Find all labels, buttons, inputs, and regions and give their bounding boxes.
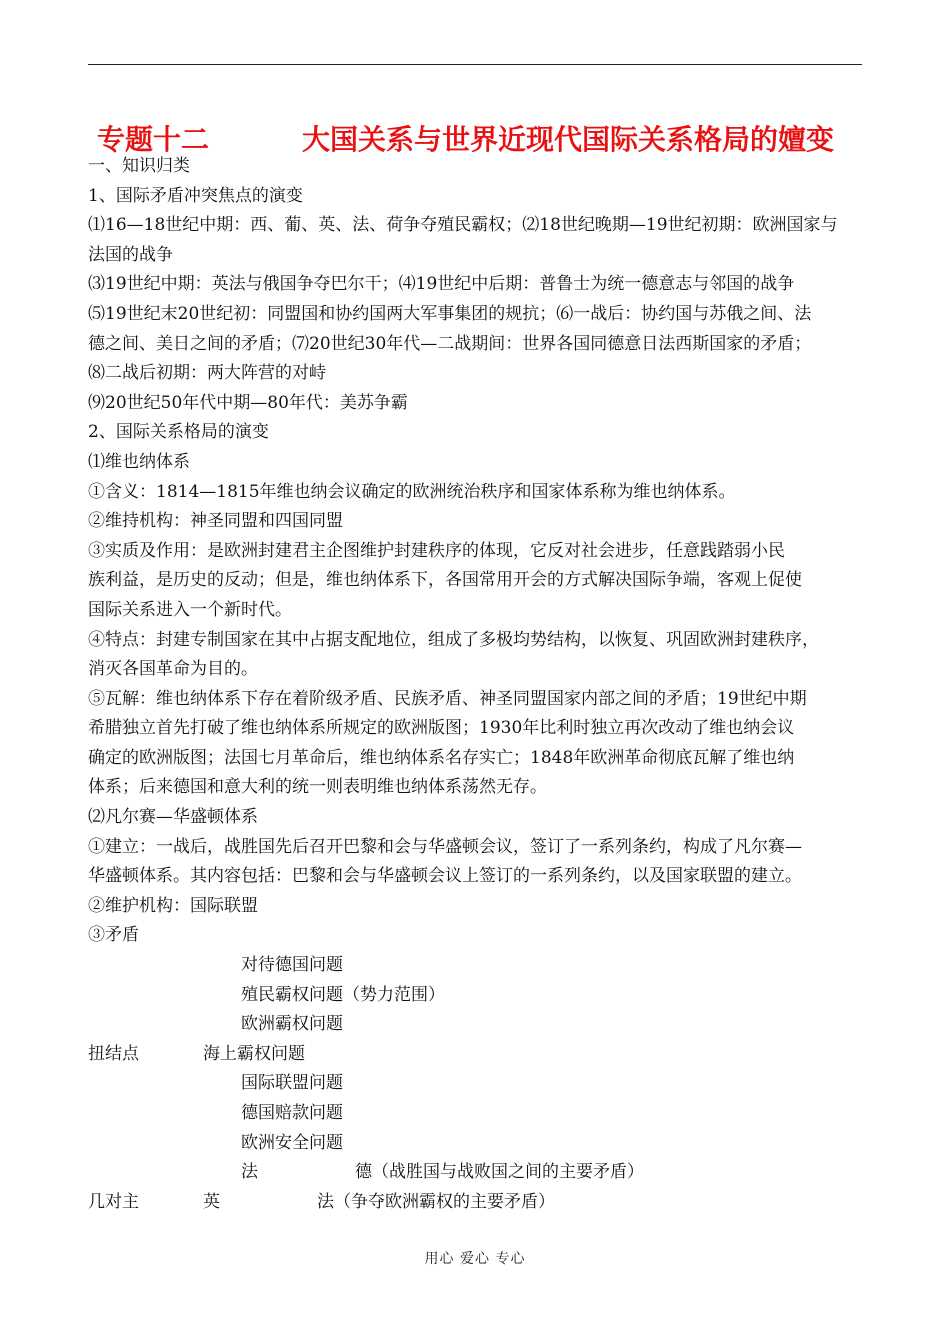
- title-topic-number: 专题十二: [97, 123, 210, 156]
- paragraph-line: ⑤瓦解：维也纳体系下存在着阶级矛盾、民族矛盾、神圣同盟国家内部之间的矛盾；19世纪中期: [88, 688, 807, 709]
- paragraph-line: ②维护机构：国际联盟: [88, 895, 258, 916]
- diagram-item: 欧洲霸权问题: [241, 1014, 343, 1035]
- title-topic-name: 大国关系与世界近现代国际关系格局的嬗变: [302, 123, 835, 156]
- diagram-item: 对待德国问题: [241, 955, 343, 976]
- paragraph-line: 国际关系进入一个新时代。: [88, 599, 292, 620]
- paragraph-line: ③矛盾: [88, 925, 139, 946]
- contradiction-item: [88, 1069, 868, 1099]
- country-france: 法: [241, 1162, 258, 1183]
- page-footer: 用心 爱心 专心: [424, 1251, 526, 1267]
- diagram-item: 国际联盟问题: [241, 1073, 343, 1094]
- contradiction-item: [88, 981, 868, 1011]
- subsection-heading: 1、国际矛盾冲突焦点的演变: [88, 185, 303, 206]
- paragraph-line: 希腊独立首先打破了维也纳体系所规定的欧洲版图；1930年比利时独立再次改动了维也纳会议: [88, 718, 795, 739]
- contradiction-item: [88, 951, 868, 981]
- paragraph-line: ⑸19世纪末20世纪初：同盟国和协约国两大军事集团的规抗；⑹一战后：协约国与苏俄之间、法: [88, 303, 812, 324]
- contradiction-item: [88, 1129, 868, 1159]
- major-contradiction-row: [88, 1188, 868, 1218]
- paragraph-line: 华盛顿体系。其内容包括：巴黎和会与华盛顿会议上签订的一系列条约，以及国家联盟的建立。: [88, 866, 802, 887]
- paragraph-line: 德之间、美日之间的矛盾；⑺20世纪30年代—二战期间：世界各国同德意日法西斯国家的矛盾；: [88, 333, 812, 354]
- diagram-item: 殖民霸权问题（势力范围）: [241, 984, 445, 1005]
- contradiction-description: 德（战胜国与战败国之间的主要矛盾）: [355, 1162, 644, 1183]
- paragraph-line: ⑼20世纪50年代中期—80年代：美苏争霸: [88, 392, 408, 413]
- paragraph-line: ③实质及作用：是欧洲封建君主企图维护封建秩序的体现，它反对社会进步，任意践踏弱小民: [88, 540, 785, 561]
- contradiction-description: 法（争夺欧洲霸权的主要矛盾）: [317, 1191, 555, 1212]
- contradiction-item: [88, 1010, 868, 1040]
- country-britain: 英: [203, 1191, 220, 1212]
- major-contradiction-row: [88, 1158, 868, 1188]
- subsection-heading: 2、国际关系格局的演变: [88, 422, 269, 443]
- diagram-item: 德国赔款问题: [241, 1103, 343, 1123]
- paragraph-line: ⑴16—18世纪中期：西、葡、英、法、荷争夺殖民霸权；⑵18世纪晚期—19世纪初期：欧洲国家与: [88, 215, 838, 236]
- subheading-vienna-system: ⑴维也纳体系: [88, 451, 190, 472]
- header-rule: [88, 64, 862, 65]
- document-body: [88, 152, 868, 1217]
- paragraph-line: ①建立：一战后，战胜国先后召开巴黎和会与华盛顿会议，签订了一系列条约，构成了凡尔赛—: [88, 836, 802, 857]
- knot-point-label: 扭结点: [88, 1043, 139, 1064]
- contradiction-item: [88, 1099, 868, 1129]
- paragraph-line: 体系；后来德国和意大利的统一则表明维也纳体系荡然无存。: [88, 777, 547, 798]
- subheading-versailles-washington: ⑵凡尔赛—华盛顿体系: [88, 807, 258, 828]
- paragraph-line: ④特点：封建专制国家在其中占据支配地位，组成了多极均势结构，以恢复、巩固欧洲封建秩序，: [88, 629, 819, 650]
- paragraph-line: ⑶19世纪中期：英法与俄国争夺巴尔干；⑷19世纪中后期：普鲁士为统一德意志与邻国的战争: [88, 274, 795, 295]
- paragraph-line: 族利益，是历史的反动；但是，维也纳体系下，各国常用开会的方式解决国际争端，客观上促使: [88, 570, 802, 591]
- knot-point-row: [88, 1040, 868, 1070]
- paragraph-line: ①含义：1814—1815年维也纳会议确定的欧洲统治秩序和国家体系称为维也纳体系。: [88, 481, 736, 502]
- section-heading: 一、知识归类: [88, 156, 190, 176]
- diagram-item: 欧洲安全问题: [241, 1132, 343, 1153]
- paragraph-line: 确定的欧洲版图；法国七月革命后，维也纳体系名存实亡；1848年欧洲革命彻底瓦解了维也纳: [88, 747, 795, 768]
- paragraph-line: ⑻二战后初期：两大阵营的对峙: [88, 363, 326, 384]
- paragraph-line: ②维持机构：神圣同盟和四国同盟: [88, 511, 343, 532]
- major-pairs-label: 几对主: [88, 1191, 139, 1212]
- paragraph-line: 法国的战争: [88, 244, 173, 265]
- diagram-item: 海上霸权问题: [203, 1043, 305, 1064]
- paragraph-line: 消灭各国革命为目的。: [88, 659, 258, 680]
